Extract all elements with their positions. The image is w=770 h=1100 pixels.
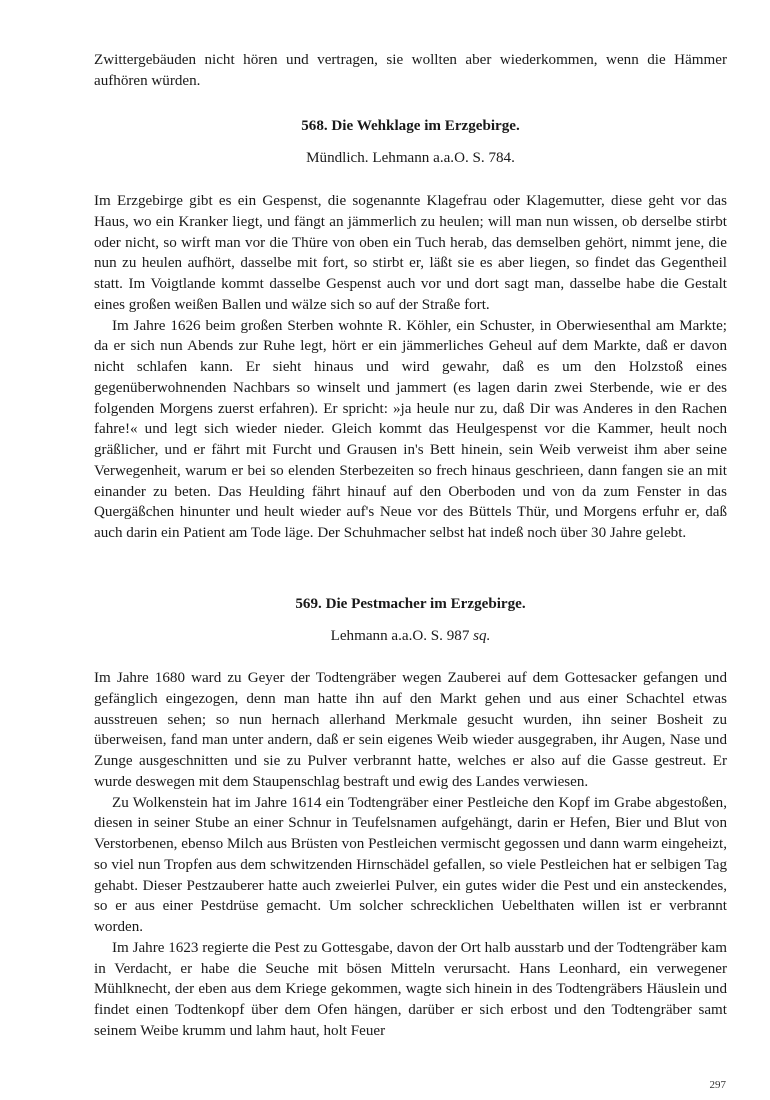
- section-569-title: 569. Die Pestmacher im Erzgebirge.: [295, 596, 526, 612]
- section-569-paragraph-3: Im Jahre 1623 regierte die Pest zu Gottesgabe, davon der Ort halb ausstarb und der Todtengräber kam in Verdacht, er habe die Seuche mit bösen Mitteln verursacht. Hans Leonhard, ein verwegener Mühlknecht, der eben aus dem Kriege gekommen, wagte sich hinein in des Todtengräbers Häuslein und findet einen Todtenkopf über dem Ofen hängen, darüber er sich erbost und den Todtengräber samt seinem Weibe krumm und lahm haut, holt Feuer: [94, 939, 727, 1039]
- section-568-source: Mündlich. Lehmann a.a.O. S. 784.: [306, 150, 515, 166]
- section-568-body: [94, 191, 727, 544]
- section-568-paragraph-1: Im Erzgebirge gibt es ein Gespenst, die sogenannte Klagefrau oder Klagemutter, diese geht vor das Haus, wo ein Kranker liegt, und fängt an jämmerlich zu heulen; will man nun wissen, ob derselbe stirbt oder nicht, so wirft man vor die Thüre von oben ein Tuch herab, das demselben gehört, nimmt jene, die nun zu heulen aufhört, dasselbe mit fort, so stirbt er, läßt sie es aber liegen, so findet das Gegentheil statt. Im Voigtlande kommt dasselbe Gespenst auch vor und dort sagt man, dasselbe habe die Gestalt eines großen weißen Ballen und wälze sich so auf der Straße fort.: [94, 193, 727, 313]
- section-569-body: [94, 668, 727, 1042]
- section-569-paragraph-1: Im Jahre 1680 ward zu Geyer der Todtengräber wegen Zauberei auf dem Gottesacker gefangen und gefänglich eingezogen, denn man hatte ihn auf den Markt gehen und aus einer Schachtel etwas ausstreuen sehen; so nun hernach allerhand Merkmale gesucht wurden, ihn seiner Bosheit zu überweisen, fand man unter andern, daß er sein eigenes Weib wieder ausgegraben, ihr Augen, Nase und Zunge ausgeschnitten und sie zu Pulver verbrannt hatte, welches er also auf die Gasse gestreut. Er wurde deswegen mit dem Staupenschlag bestraft und ewig des Landes verwiesen.: [94, 670, 727, 790]
- section-569-paragraph-2: Zu Wolkenstein hat im Jahre 1614 ein Todtengräber einer Pestleiche den Kopf im Grabe abgestoßen, diesen in seiner Stube an einer Schnur in Teufelsnamen aufgehängt, darin er Hefen, Bier und Blut von Verstorbenen, ebenso Milch aus Brüsten von Pestleichen vermischt gegossen und dann warm eingeheizt, so viel nun Tropfen aus dem schwitzenden Hirnschädel gefallen, so viele Pestleichen hat er selbigen Tag gehabt. Dieser Pestzauberer hatte auch zweierlei Pulver, ein gutes wider die Pest und ein ansteckendes, so er aus einer Pestdrüse gemacht. Um solcher schrecklichen Uebelthaten willen ist er verbrannt worden.: [94, 794, 727, 935]
- intro-block: [94, 50, 727, 92]
- section-569-source-main: Lehmann a.a.O. S. 987: [330, 628, 474, 644]
- page-number: 297: [709, 1079, 726, 1091]
- section-568-paragraph-2: Im Jahre 1626 beim großen Sterben wohnte R. Köhler, ein Schuster, in Oberwiesenthal am Markte; da er sich nun Abends zur Ruhe legt, hört er ein jämmerliches Geheul auf dem Markte, daß er davon nicht schlafen kann. Er sieht hinaus und wird gewahr, daß es um den Holzstoß eines gegenüberwohnenden Nachbars so winselt und jammert (es lagen darin zwei Sterbende, wie er des folgenden Morgens zuerst erfahren). Er spricht: »ja heule nur zu, daß Dir was Anderes in den Rachen fahre!« und legt sich wieder nieder. Gleich kommt das Heulgespenst vor die Kammer, heult noch gräßlicher, und er fährt mit Furcht und Grausen in's Bett hinein, sein Weib verweist ihm aber seine Verwegenheit, warum er bei so elenden Sterbezeiten so frech hinaus geschrieen, dann fangen sie an mit einander zu beten. Das Heulding fährt hinauf auf den Oberboden und von da zum Fenster in das Quergäßchen hinunter und heult wieder auf's Neue vor des Büttels Thür, und Morgens erfuhr er, daß auch darin ein Patient am Tode läge. Der Schuhmacher selbst hat indeß noch über 30 Jahre gelebt.: [94, 317, 727, 541]
- section-569-source-italic: sq.: [473, 628, 491, 644]
- intro-paragraph: Zwittergebäuden nicht hören und vertragen, sie wollten aber wiederkommen, wenn die Hämmer aufhören würden.: [94, 52, 727, 89]
- section-568-title: 568. Die Wehklage im Erzgebirge.: [301, 118, 520, 134]
- section-569-source: [94, 628, 727, 645]
